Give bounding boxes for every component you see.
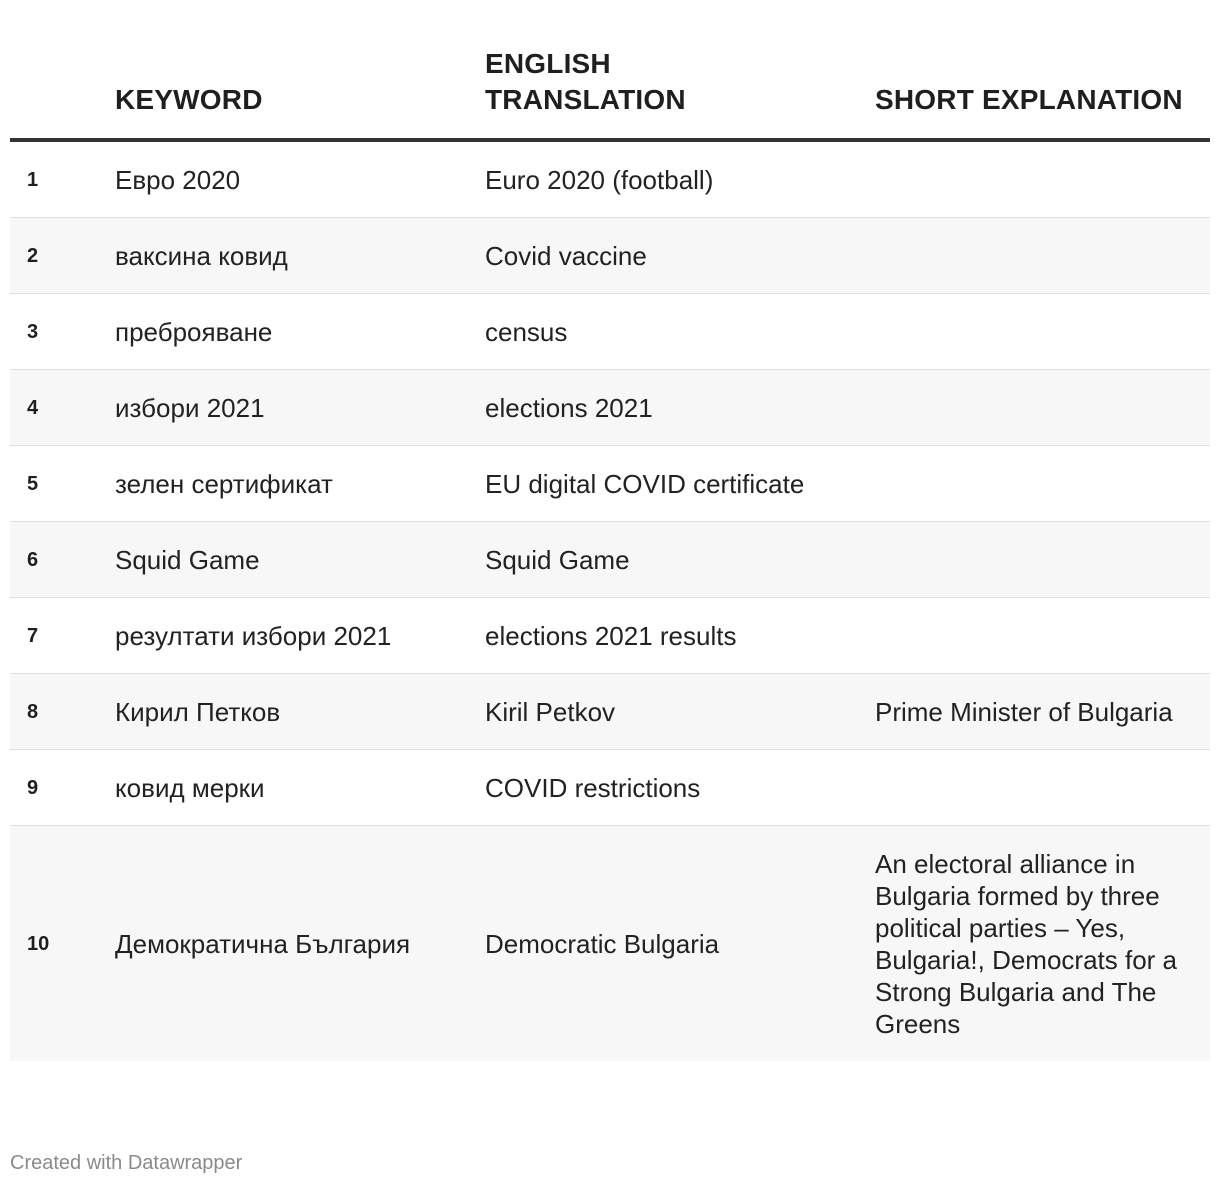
table-header <box>10 40 1210 140</box>
translation-cell: Squid Game <box>485 522 875 598</box>
explanation-cell: Prime Minister of Bulgaria <box>875 674 1210 750</box>
datawrapper-credit[interactable]: Created with Datawrapper <box>10 1152 243 1174</box>
keyword-cell: Демократична България <box>115 826 485 1062</box>
table-row <box>10 750 1210 826</box>
explanation-cell <box>875 370 1210 446</box>
keyword-cell: Кирил Петков <box>115 674 485 750</box>
explanation-cell <box>875 598 1210 674</box>
rank-cell: 8 <box>10 674 115 750</box>
translation-cell: elections 2021 <box>485 370 875 446</box>
table-row <box>10 598 1210 674</box>
rank-cell: 4 <box>10 370 115 446</box>
keyword-cell: ваксина ковид <box>115 218 485 294</box>
header-row <box>10 40 1210 140</box>
translation-cell: Democratic Bulgaria <box>485 826 875 1062</box>
keyword-table <box>10 40 1210 1061</box>
keyword-cell: ковид мерки <box>115 750 485 826</box>
header-keyword[interactable]: KEYWORD <box>115 40 485 140</box>
table-row <box>10 826 1210 1062</box>
translation-cell: COVID restrictions <box>485 750 875 826</box>
keyword-cell: Squid Game <box>115 522 485 598</box>
rank-cell: 1 <box>10 140 115 218</box>
rank-cell: 10 <box>10 826 115 1062</box>
table-row <box>10 674 1210 750</box>
translation-cell: elections 2021 results <box>485 598 875 674</box>
table-row <box>10 218 1210 294</box>
table-row <box>10 522 1210 598</box>
table-row <box>10 294 1210 370</box>
keyword-cell: избори 2021 <box>115 370 485 446</box>
keyword-cell: преброяване <box>115 294 485 370</box>
translation-cell: Euro 2020 (football) <box>485 140 875 218</box>
translation-cell: Covid vaccine <box>485 218 875 294</box>
table-row <box>10 446 1210 522</box>
translation-cell: Kiril Petkov <box>485 674 875 750</box>
explanation-cell <box>875 218 1210 294</box>
keyword-cell: резултати избори 2021 <box>115 598 485 674</box>
table-row <box>10 370 1210 446</box>
explanation-cell: An electoral alliance in Bulgaria formed by three political parties – Yes, Bulgaria!, Democrats for a Strong Bulgaria and The Greens <box>875 826 1210 1062</box>
keyword-cell: Евро 2020 <box>115 140 485 218</box>
rank-cell: 9 <box>10 750 115 826</box>
explanation-cell <box>875 446 1210 522</box>
rank-cell: 6 <box>10 522 115 598</box>
explanation-cell <box>875 140 1210 218</box>
table-body <box>10 140 1210 1061</box>
header-rank[interactable] <box>10 40 115 140</box>
rank-cell: 7 <box>10 598 115 674</box>
translation-cell: EU digital COVID certificate <box>485 446 875 522</box>
keyword-table-container <box>10 40 1210 1061</box>
explanation-cell <box>875 294 1210 370</box>
header-short-explanation[interactable]: SHORT EXPLANATION <box>875 40 1210 140</box>
explanation-cell <box>875 750 1210 826</box>
rank-cell: 5 <box>10 446 115 522</box>
header-english-translation[interactable]: ENGLISH TRANSLATION <box>485 40 875 140</box>
explanation-cell <box>875 522 1210 598</box>
table-row <box>10 140 1210 218</box>
rank-cell: 2 <box>10 218 115 294</box>
keyword-cell: зелен сертификат <box>115 446 485 522</box>
translation-cell: census <box>485 294 875 370</box>
rank-cell: 3 <box>10 294 115 370</box>
